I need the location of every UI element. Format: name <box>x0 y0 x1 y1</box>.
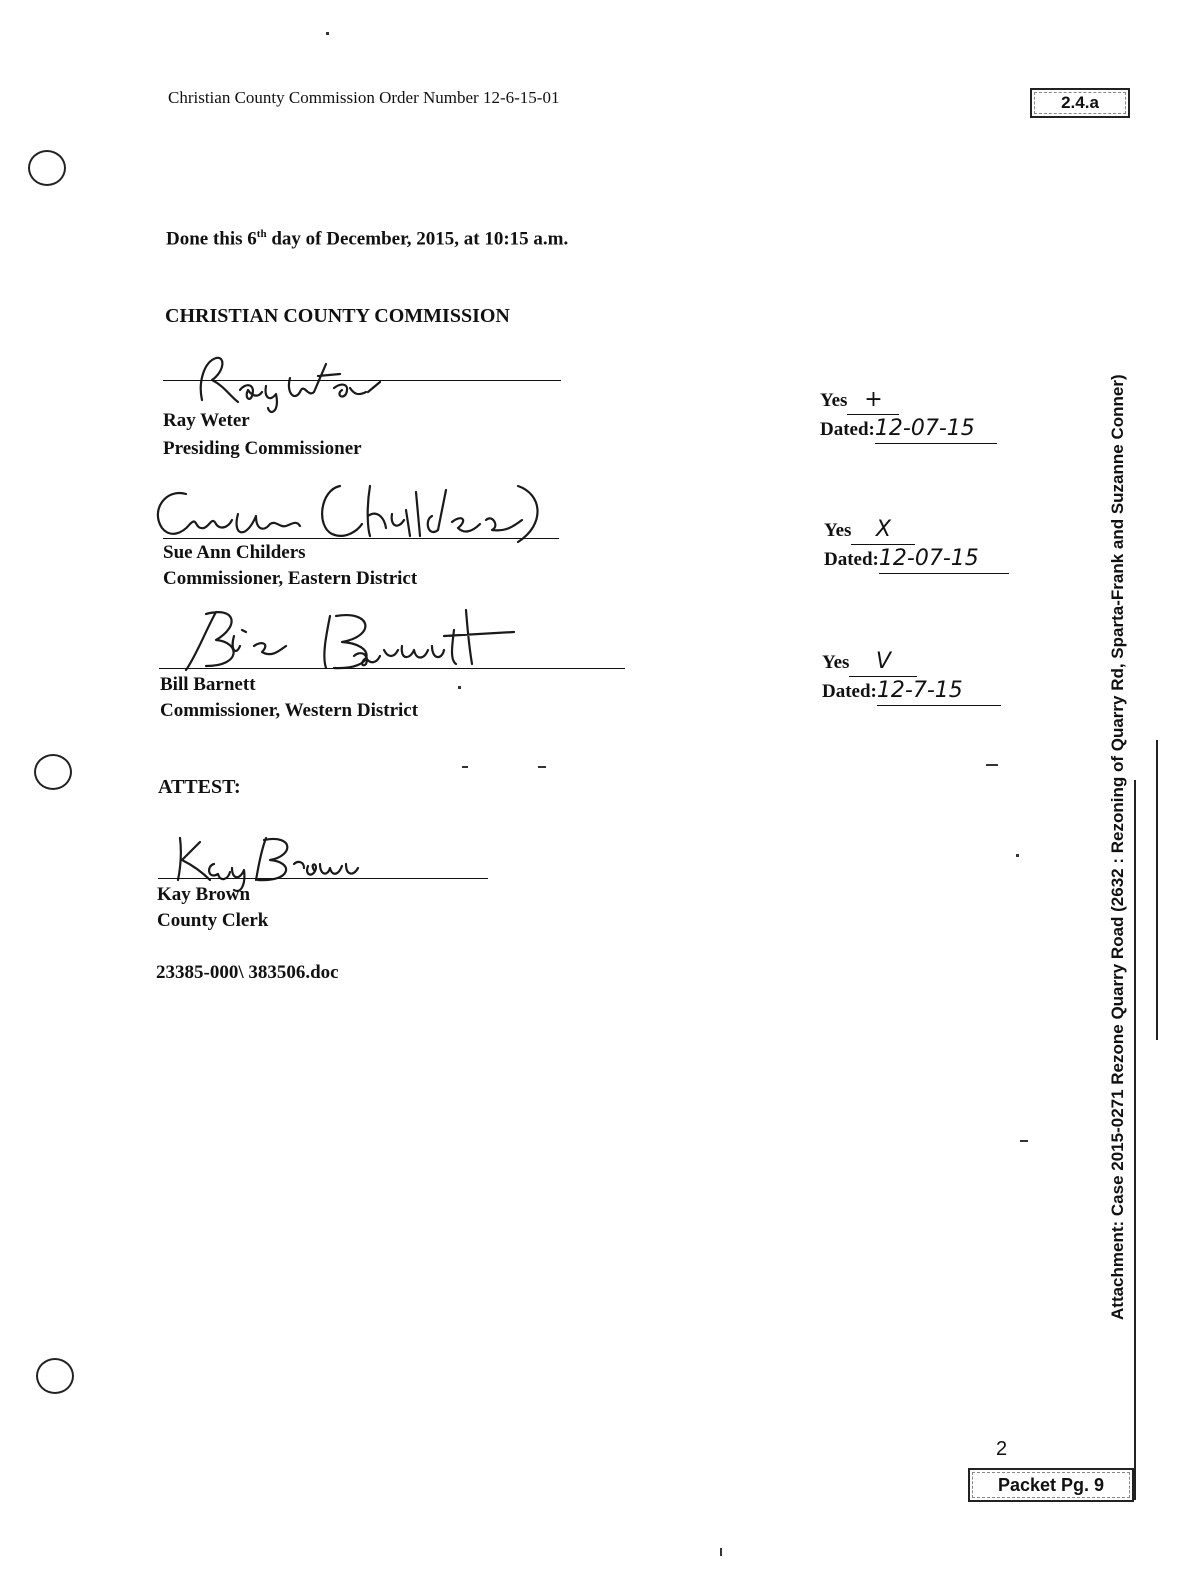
sue-ann-childers-name: Sue Ann Childers <box>163 542 306 563</box>
bill-barnett-yes-row <box>822 648 1001 677</box>
agenda-tag: 2.4.a <box>1030 88 1130 118</box>
attachment-side-label: Attachment: Case 2015-0271 Rezone Quarry Road (2632 : Rezoning of Quarry Rd, Sparta-Frank and Suzanne Conner) <box>1108 374 1127 1320</box>
scan-speck <box>1016 854 1019 857</box>
done-date-line <box>166 228 568 250</box>
bill-barnett-date: 12-7-15 <box>877 677 1001 706</box>
sue-ann-childers-title: Commissioner, Eastern District <box>163 568 418 589</box>
done-ordinal-suffix: th <box>256 228 267 240</box>
ray-weter-yes-row <box>820 386 997 415</box>
kay-brown-name: Kay Brown <box>157 884 251 905</box>
bill-barnett-signature-line <box>159 668 625 669</box>
bill-barnett-yes-label: Yes <box>822 652 850 673</box>
bill-barnett-yes-mark: V <box>849 648 917 677</box>
scan-speck <box>538 766 546 768</box>
page-number: 2 <box>996 1438 1008 1460</box>
ray-weter-signature-line <box>163 380 561 381</box>
attest-label: ATTEST: <box>158 776 241 798</box>
done-rest: day of December, 2015, at 10:15 a.m. <box>266 228 569 250</box>
sue-ann-childers-dated-label: Dated: <box>824 549 879 570</box>
binder-hole-middle <box>34 754 72 790</box>
sue-ann-childers-dated-row <box>824 545 1009 574</box>
sue-ann-childers-date: 12-07-15 <box>879 545 1009 574</box>
ray-weter-yes-mark: + <box>847 386 899 415</box>
scan-speck <box>1020 1140 1028 1142</box>
sue-ann-childers-yes-label: Yes <box>824 520 852 541</box>
bill-barnett-title: Commissioner, Western District <box>160 700 419 721</box>
packet-page-label: Packet Pg. 9 <box>968 1468 1134 1502</box>
ray-weter-yes-label: Yes <box>820 390 848 411</box>
sue-ann-childers-yes-row <box>824 516 1009 545</box>
scan-speck <box>458 686 461 689</box>
ray-weter-signature <box>190 352 410 412</box>
bill-barnett-signature <box>176 606 536 676</box>
ray-weter-vote <box>820 386 997 444</box>
bill-barnett-name: Bill Barnett <box>160 674 256 695</box>
ray-weter-date: 12-07-15 <box>875 415 997 444</box>
ray-weter-dated-label: Dated: <box>820 419 875 440</box>
sue-ann-childers-vote <box>824 516 1009 574</box>
margin-rule-lower <box>1134 780 1136 1500</box>
ray-weter-dated-row <box>820 415 997 444</box>
binder-hole-top <box>28 150 66 186</box>
done-prefix: Done this 6 <box>166 228 257 250</box>
commission-heading: CHRISTIAN COUNTY COMMISSION <box>165 305 510 327</box>
ray-weter-title: Presiding Commissioner <box>163 438 362 459</box>
bill-barnett-vote <box>822 648 1001 706</box>
sue-ann-childers-signature-line <box>163 538 559 539</box>
scan-speck <box>986 764 998 766</box>
ray-weter-name: Ray Weter <box>163 410 250 431</box>
document-reference: 23385-000\ 383506.doc <box>156 962 339 983</box>
kay-brown-title: County Clerk <box>157 910 269 931</box>
scan-speck <box>720 1548 722 1556</box>
kay-brown-signature-line <box>158 878 488 879</box>
binder-hole-bottom <box>36 1358 74 1394</box>
order-number-header: Christian County Commission Order Number 12-6-15-01 <box>168 88 560 107</box>
margin-rule-upper <box>1156 740 1158 1040</box>
scan-speck <box>326 32 329 35</box>
sue-ann-childers-yes-mark: X <box>851 516 915 545</box>
bill-barnett-dated-label: Dated: <box>822 681 877 702</box>
bill-barnett-dated-row <box>822 677 1001 706</box>
scan-speck <box>462 766 468 768</box>
